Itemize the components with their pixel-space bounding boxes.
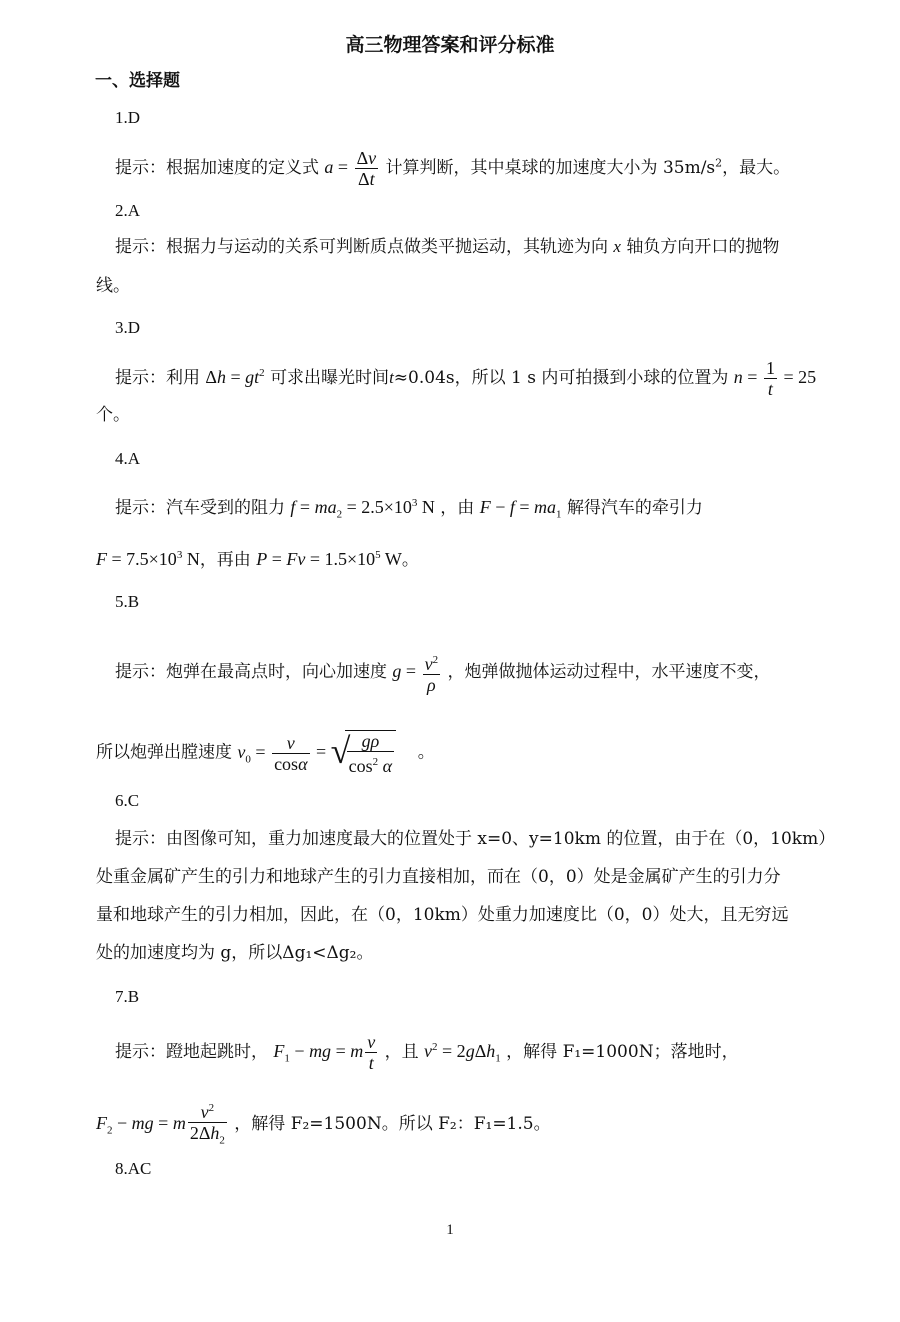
- fraction-v2-2dh2: $\frac{v^2}{2\Delta h_2}$: [188, 1098, 227, 1151]
- hint-4-cont: $F = 7.5\times 10^3$ N，再由 $P = Fv = 1.5\times 10^5$ W。: [96, 549, 419, 570]
- hint-7: 提示：蹬地起跳时， $F_1$ − mg = m $\frac{v}{t}$ ，且 $v^2 = 2g\Delta h_1$ ，解得 F₁=1000N；落地时，: [115, 1032, 739, 1073]
- hint-1: 提示：根据加速度的定义式 a = $\frac{\Delta v}{\Delta t}$ 计算判断，其中桌球的加速度大小为 $35m/s^2$，最大。: [115, 148, 791, 189]
- answer-5: 5.B: [115, 592, 140, 611]
- hint-6-line-3: 量和地球产生的引力相加，因此，在（0，10km）处重力加速度比（0，0）处大，且无穷远: [96, 905, 789, 925]
- fraction-v2-rho: $\frac{v^2}{\rho}$: [424, 654, 439, 695]
- answer-6: 6.C: [115, 791, 140, 810]
- fraction-dv-dt: $\frac{\Delta v}{\Delta t}$: [356, 148, 377, 189]
- answer-7: 7.B: [115, 987, 140, 1006]
- hint-4: 提示：汽车受到的阻力 $f = ma_2 = 2.5\times 10^3$ N ，由 $F - f = ma_1$ 解得汽车的牵引力: [115, 497, 703, 521]
- hint-3: 提示：利用 $\Delta h = gt^2$ 可求出曝光时间t≈0.04s，所以 1 s 内可拍摄到小球的位置为 n = $\frac{1}{t}$ = 25: [115, 358, 817, 399]
- hint-7-cont: $F_2$ − mg = m $\frac{v^2}{2\Delta h_2}$ ，解得 F₂=1500N。所以 F₂：F₁=1.5。: [96, 1098, 551, 1151]
- hint-5: 提示：炮弹在最高点时，向心加速度 g = $\frac{v^2}{\rho}$ ，炮弹做抛体运动过程中，水平速度不变，: [115, 650, 770, 695]
- hint-6-line-4: 处的加速度均为 g，所以Δg₁<Δg₂。: [96, 943, 374, 963]
- page-title: 高三物理答案和评分标准: [345, 34, 555, 56]
- answer-3: 3.D: [115, 318, 141, 337]
- hint-2: 提示：根据力与运动的关系可判断质点做类平抛运动，其轨迹为向 x 轴负方向开口的抛物: [115, 237, 780, 257]
- fraction-v-cos: $\frac{v}{\cos\alpha}$: [274, 732, 308, 774]
- answer-8: 8.AC: [115, 1159, 152, 1178]
- sqrt-expression: √ $\frac{g\rho}{\cos^2 \alpha}$: [331, 730, 396, 776]
- answer-1: 1.D: [115, 108, 141, 127]
- hint-6-line-2: 处重金属矿产生的引力和地球产生的引力直接相加，而在（0，0）处是金属矿产生的引力分: [96, 867, 781, 887]
- hint-2-cont: 线。: [96, 276, 130, 296]
- answer-4: 4.A: [115, 449, 141, 468]
- hint-3-cont: 个。: [96, 405, 130, 425]
- fraction-1-t: $\frac{1}{t}$: [765, 358, 775, 399]
- section-heading: 一、选择题: [95, 71, 180, 91]
- page-number: 1: [446, 1222, 454, 1238]
- hint-6-line-1: 提示：由图像可知，重力加速度最大的位置处于 x=0、y=10km 的位置，由于在（0，10km）: [115, 829, 836, 849]
- hint-5-cont: 所以炮弹出膛速度 $v_0$ = $\frac{v}{\cos\alpha}$ = √ $\frac{g\rho}{\cos^2 \alpha}$ 。: [96, 731, 435, 776]
- answer-2: 2.A: [115, 201, 141, 220]
- fraction-v-t: $\frac{v}{t}$: [367, 1032, 376, 1073]
